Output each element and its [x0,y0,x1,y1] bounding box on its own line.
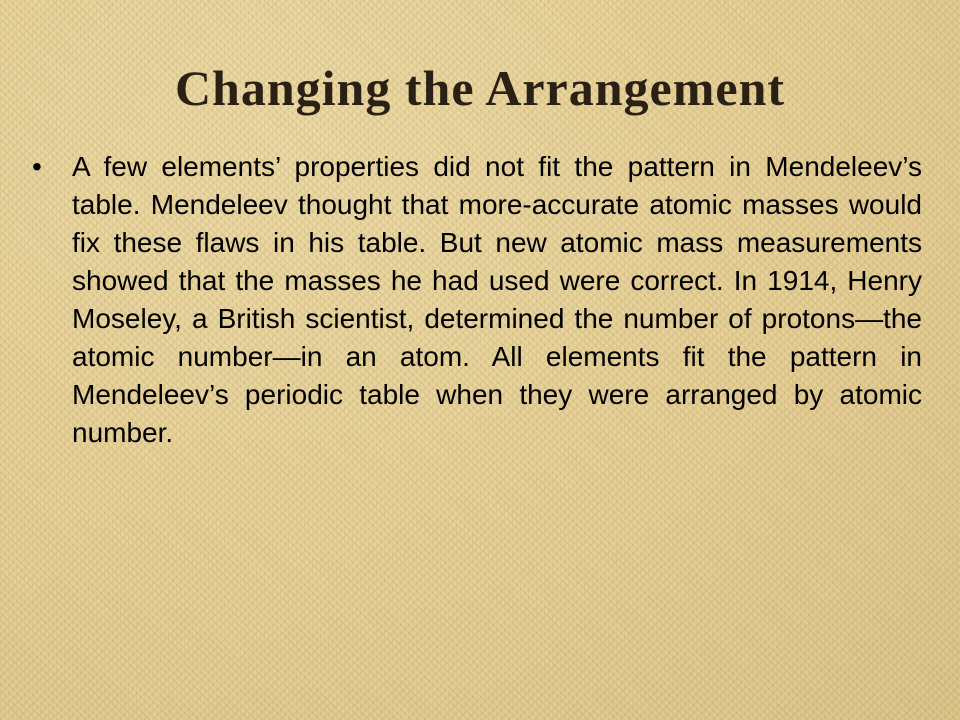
slide-title: Changing the Arrangement [174,60,786,116]
bullet-marker: • [32,151,42,182]
bullet-item [32,148,922,452]
bullet-list [32,148,922,452]
bullet-text: A few elements’ properties did not fit the pattern in Mendeleev’s table. Mendeleev thought that more-accurate atomic masses would fix these flaws in his table. But new atomic mass measurements showed that the masses he had used were correct. In 1914, Henry Moseley, a British scientist, determined the number of protons—the atomic number—in an atom. All elements fit the pattern in Mendeleev’s periodic table when they were arranged by atomic number. [72,151,922,448]
